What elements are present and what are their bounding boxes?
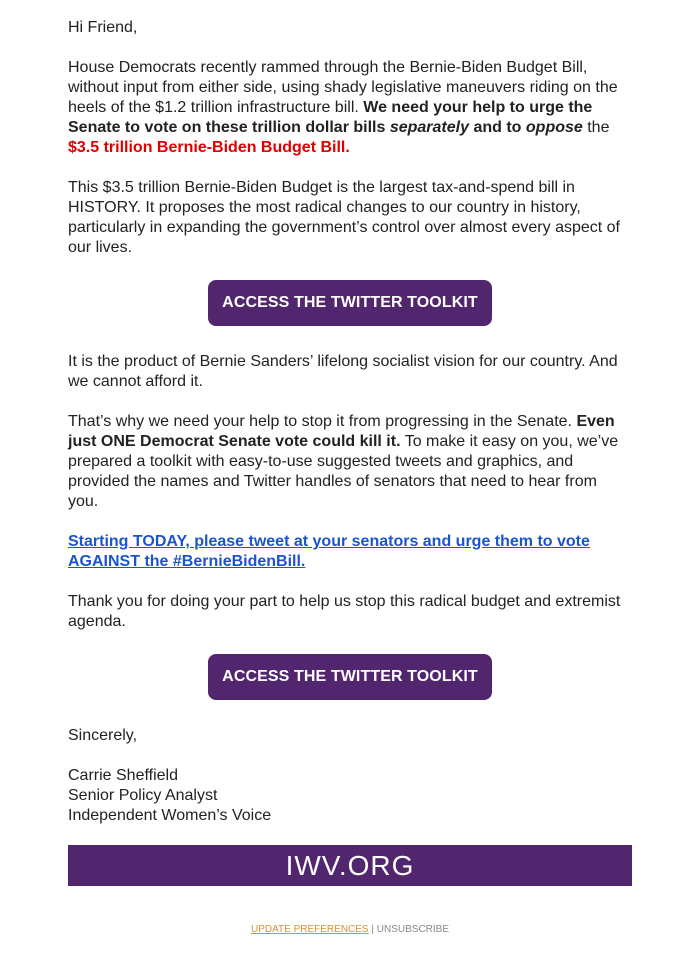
signature-title: Senior Policy Analyst bbox=[68, 787, 218, 804]
p4-rest: To make it easy on you, we’ve prepared a toolkit with easy-to-use suggested tweets and graphics, and provided the names and Twitter handles of senators that need to hear from you. bbox=[68, 433, 619, 510]
p1-red-bill: $3.5 trillion Bernie-Biden Budget Bill. bbox=[68, 139, 350, 156]
paragraph-tweet-call bbox=[68, 532, 628, 572]
footer-separator: | bbox=[368, 924, 377, 935]
signature-org: Independent Women’s Voice bbox=[68, 807, 272, 824]
paragraph-budget: This $3.5 trillion Bernie-Biden Budget is the largest tax-and-spend bill in HISTORY. It proposes the most radical changes to our country in history, particularly in expanding the government’s control over almost every aspect of our lives. bbox=[68, 179, 620, 256]
footer bbox=[0, 924, 700, 935]
paragraph-thank-you: Thank you for doing your part to help us stop this radical budget and extremist agenda. bbox=[68, 593, 621, 630]
p1-intro-text: House Democrats recently rammed through the Bernie-Biden Budget Bill, without input from either side, using shady legislative maneuvers riding on the heels of the $1.2 trillion infrastructure bill. bbox=[68, 59, 618, 116]
access-twitter-toolkit-button-2[interactable]: ACCESS THE TWITTER TOOLKIT bbox=[208, 654, 492, 700]
p1-bold-b: and to bbox=[469, 119, 526, 136]
p1-bold-italic-separately: separately bbox=[389, 119, 469, 136]
access-twitter-toolkit-button[interactable]: ACCESS THE TWITTER TOOLKIT bbox=[208, 280, 492, 326]
closing: Sincerely, bbox=[68, 727, 138, 744]
signature-name: Carrie Sheffield bbox=[68, 767, 178, 784]
paragraph-socialist-vision: It is the product of Bernie Sanders’ lifelong socialist vision for our country. And we cannot afford it. bbox=[68, 353, 618, 390]
tweet-senators-link[interactable]: Starting TODAY, please tweet at your senators and urge them to vote AGAINST the #BernieBidenBill. bbox=[68, 533, 590, 570]
greeting: Hi Friend, bbox=[68, 19, 138, 36]
paragraph-intro bbox=[68, 58, 628, 158]
p1-bold-italic-oppose: oppose bbox=[525, 119, 583, 136]
p4-intro: That’s why we need your help to stop it from progressing in the Senate. bbox=[68, 413, 577, 430]
iwv-banner[interactable]: IWV.ORG bbox=[68, 845, 632, 886]
unsubscribe-link[interactable]: UNSUBSCRIBE bbox=[376, 924, 450, 935]
signature bbox=[68, 766, 271, 826]
p1-bold-a: We need your help to urge the Senate to vote on these trillion dollar bills bbox=[68, 99, 593, 136]
p1-the: the bbox=[582, 119, 610, 136]
update-preferences-link[interactable]: UPDATE PREFERENCES bbox=[250, 924, 369, 935]
paragraph-senate-vote bbox=[68, 412, 628, 512]
p4-bold: Even just ONE Democrat Senate vote could kill it. bbox=[68, 413, 615, 450]
